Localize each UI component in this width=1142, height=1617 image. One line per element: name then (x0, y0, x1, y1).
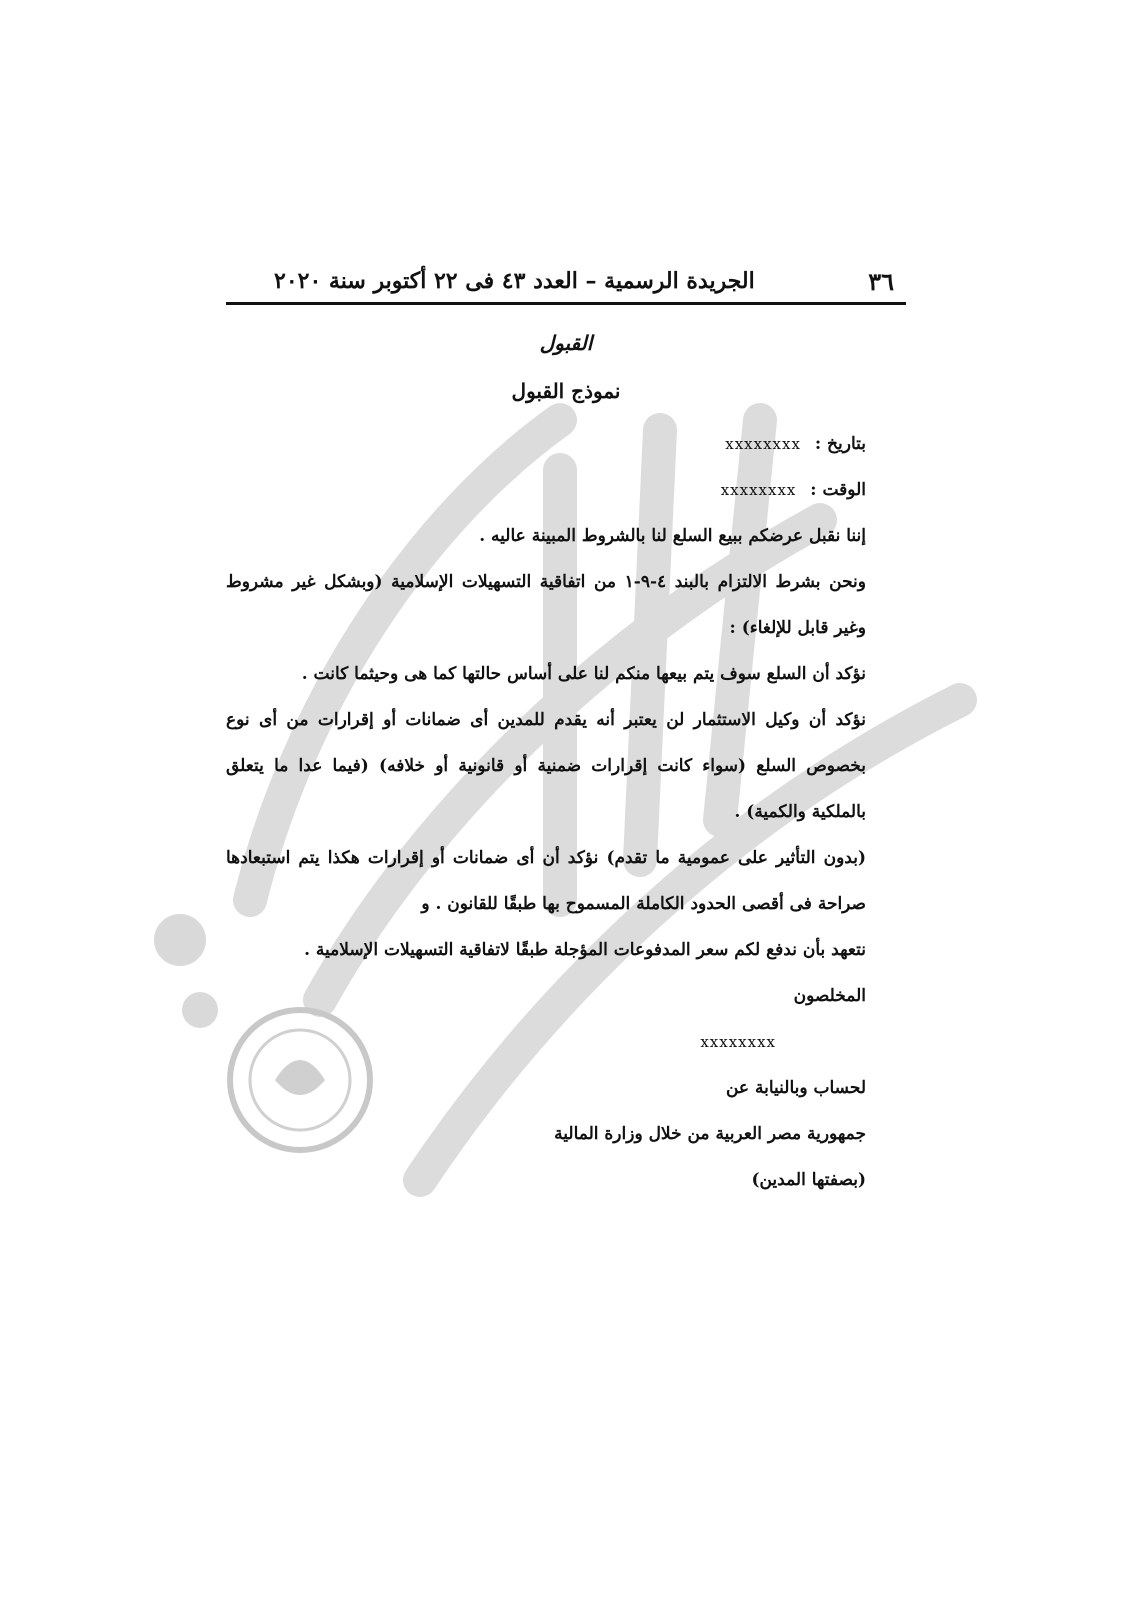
signature-capacity: (بصفتها المدين) (751, 1170, 866, 1190)
time-field (226, 467, 866, 513)
page-header (226, 260, 906, 305)
date-value: xxxxxxxx (725, 435, 801, 453)
paragraph: (بدون التأثير على عمومية ما تقدم) نؤكد أن أى ضمانات أو إقرارات هكذا يتم استبعادها صراحة فى أقصى الحدود الكاملة المسموح بها طبقًا للقانون . و (226, 848, 866, 914)
signature-closing: المخلصون (793, 986, 866, 1006)
time-label: الوقت : (810, 480, 866, 500)
signature-name: xxxxxxxx (700, 1033, 776, 1051)
form-title: نموذج القبول (511, 379, 621, 403)
watermark-dot (182, 992, 218, 1028)
paragraph: نؤكد أن السلع سوف يتم بيعها منكم لنا على أساس حالتها كما هى وحيثما كانت . (301, 664, 866, 684)
section-title: القبول (539, 331, 593, 355)
date-field (226, 421, 866, 467)
page-number: ٣٦ (868, 266, 894, 296)
paragraph: ونحن بشرط الالتزام بالبند ٤-٩-١ من اتفاقية التسهيلات الإسلامية (وبشكل غير مشروط وغير قابل للإلغاء) : (226, 572, 866, 638)
signature-on-behalf: لحساب وبالنيابة عن (725, 1078, 866, 1098)
paragraph: إننا نقبل عرضكم ببيع السلع لنا بالشروط المبينة عاليه . (479, 526, 866, 546)
publication-title: الجريدة الرسمية – العدد ٤٣ فى ٢٢ أكتوبر سنة ٢٠٢٠ (274, 268, 755, 294)
document-page (226, 260, 906, 1203)
date-label: بتاريخ : (814, 434, 866, 454)
paragraph: نتعهد بأن ندفع لكم سعر المدفوعات المؤجلة طبقًا لاتفاقية التسهيلات الإسلامية . (304, 940, 866, 960)
paragraph: نؤكد أن وكيل الاستثمار لن يعتبر أنه يقدم للمدين أى ضمانات أو إقرارات من أى نوع بخصوص السلع (سواء كانت إقرارات ضمنية أو قانونية أو خلافه) (فيما عدا ما يتعلق بالملكية والكمية) . (226, 710, 866, 822)
watermark-dot (154, 914, 206, 966)
signature-entity: جمهورية مصر العربية من خلال وزارة المالية (554, 1124, 866, 1144)
document-body (226, 421, 906, 1203)
time-value: xxxxxxxx (720, 481, 797, 499)
signature-block (226, 973, 866, 1203)
